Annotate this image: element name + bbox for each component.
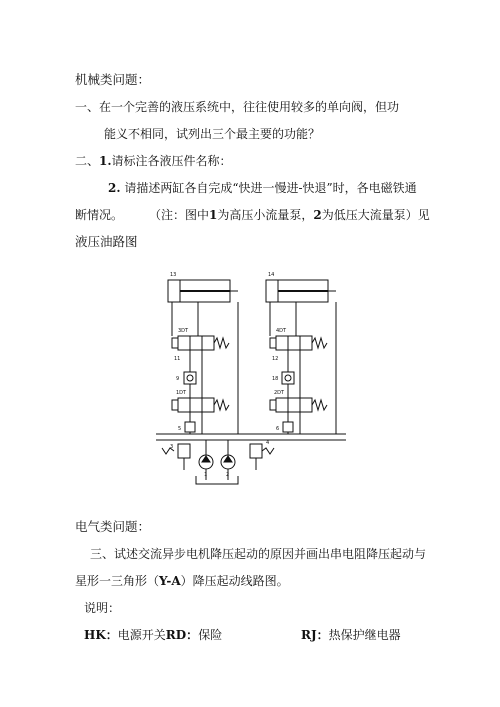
hydraulic-diagram-title: 液压油路图: [75, 234, 138, 249]
legend-hk-label: HK：: [84, 628, 118, 642]
label-5: 5: [178, 426, 182, 432]
label-3dt: 3DT: [178, 328, 189, 334]
relief-valve-4: [250, 444, 262, 458]
legend-hk-text: 电源开关: [117, 628, 166, 642]
label-4: 4: [266, 440, 270, 446]
valve-5: [185, 422, 195, 432]
tank: [196, 476, 238, 484]
label-3: 3: [170, 444, 174, 450]
question-2b-number: 2.: [108, 181, 121, 195]
question-2b-pump-1: 1: [209, 208, 218, 222]
legend-rd-label: RD：: [165, 628, 199, 642]
label-1: 1: [204, 472, 208, 478]
electrical-section-title: 电气类问题：: [75, 519, 151, 534]
question-2b-pump-2: 2: [313, 208, 322, 222]
question-2-line-1: [75, 153, 232, 169]
question-2b-line-2: [75, 207, 430, 223]
label-14: 14: [268, 272, 275, 278]
check-valve-9: [184, 372, 196, 384]
question-2b-text-b: （注：图中: [149, 208, 210, 222]
question-3-line-2: [75, 573, 289, 589]
question-3-ya: Y-A: [159, 574, 181, 588]
legend-hk-rd: [84, 627, 222, 643]
relief-valve-3: [178, 444, 190, 458]
mechanical-section-title: 机械类问题：: [75, 72, 151, 87]
label-18: 18: [272, 376, 279, 382]
question-2b-text: 请描述两缸各自完成“快进一慢进-快退”时，各电磁铁通: [124, 181, 417, 195]
label-2dt: 2DT: [274, 390, 285, 396]
label-13: 13: [170, 272, 177, 278]
question-2b-line-1: [108, 180, 417, 196]
label-1dt: 1DT: [176, 390, 187, 396]
label-6: 6: [276, 426, 280, 432]
label-11: 11: [174, 356, 181, 362]
legend-rj-text: 热保护继电器: [328, 628, 401, 642]
valve-2dt: [276, 398, 312, 412]
valve-6: [283, 422, 293, 432]
question-1-line-1: 一、在一个完善的液压系统中，往往使用较多的单向阀，但功: [75, 100, 400, 114]
question-2b-text-a: 断情况。: [75, 208, 124, 222]
valve-4dt: [276, 336, 312, 350]
question-2-prefix: 二、: [75, 154, 100, 168]
question-3-text-a: 星形一三角形（: [75, 574, 160, 588]
legend-rd-text: 保险: [198, 628, 223, 642]
valve-3dt: [178, 336, 214, 350]
hydraulic-circuit-diagram: [150, 262, 350, 502]
question-2b-text-d: 为低压大流量泵）见: [321, 208, 430, 222]
label-4dt: 4DT: [276, 328, 287, 334]
question-1-line-2: 能义不相同，试列出三个最主要的功能？: [104, 127, 321, 141]
valve-1dt: [178, 398, 214, 412]
question-3-line-1: 三、试述交流异步电机降压起动的原因并画出串电阻降压起动与: [90, 547, 427, 561]
label-12: 12: [272, 356, 279, 362]
legend-rj: [301, 627, 401, 643]
label-9: 9: [176, 376, 180, 382]
question-2b-text-c: 为高压小流量泵，: [217, 208, 314, 222]
question-2-text: 请标注各液压件名称：: [111, 154, 232, 168]
question-3-text-c: ）降压起动线路图。: [180, 574, 289, 588]
hydraulic-circuit-svg: [150, 262, 350, 502]
question-2-number: 1.: [99, 154, 112, 168]
legend-rj-label: RJ：: [301, 628, 329, 642]
label-2: 2: [226, 472, 230, 478]
explanation-label: 说明：: [84, 601, 121, 615]
check-valve-18: [282, 372, 294, 384]
